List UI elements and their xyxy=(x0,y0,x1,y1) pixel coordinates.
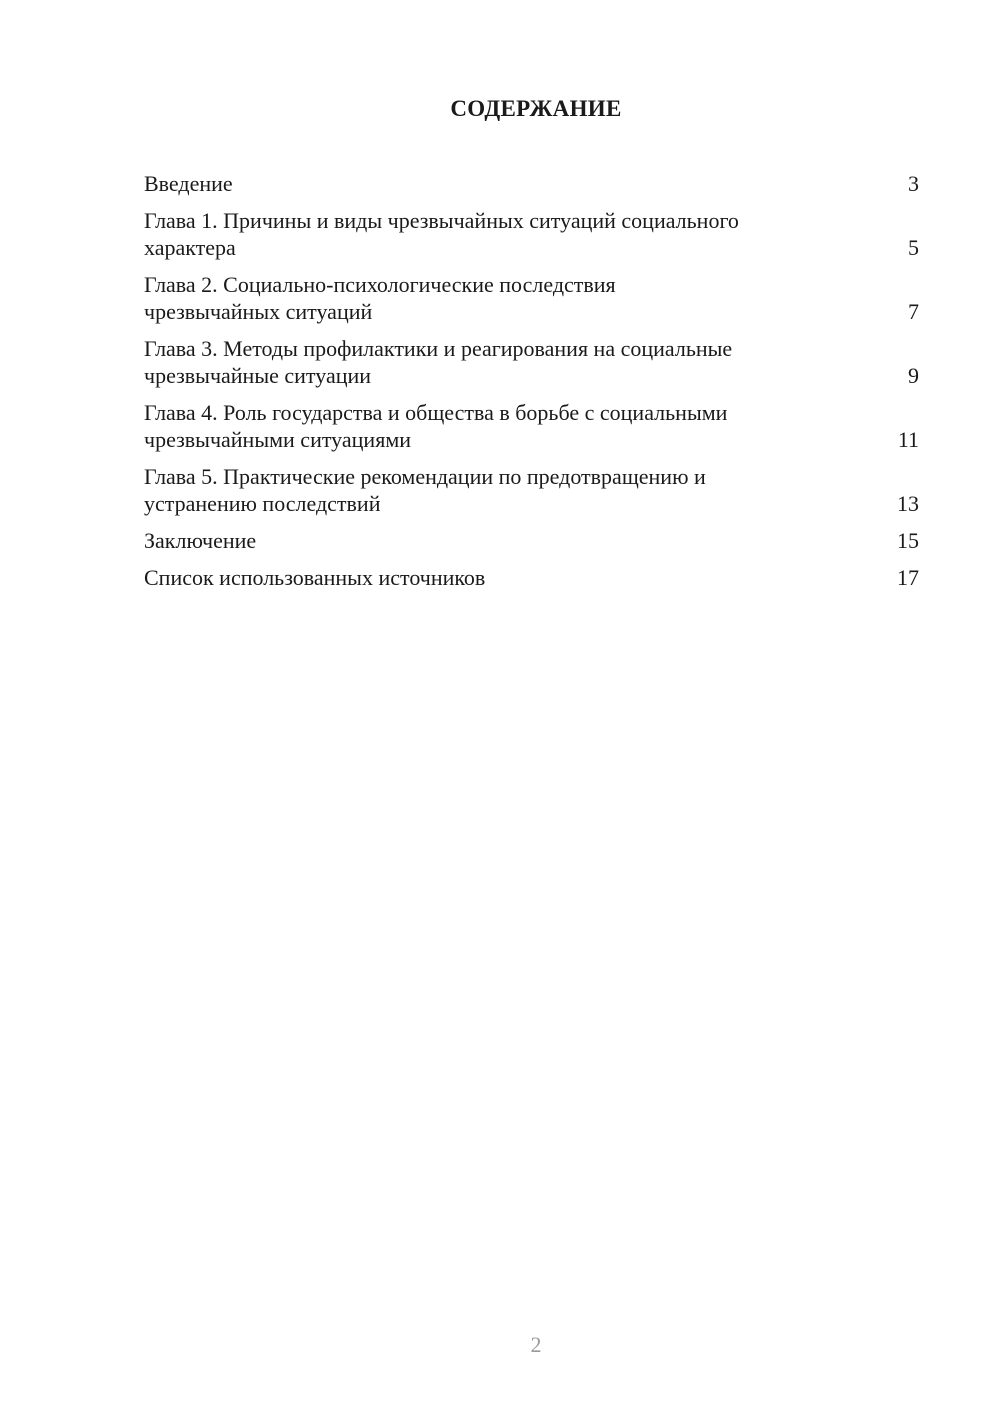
toc-entry-conclusion xyxy=(144,527,919,554)
toc-entry-references xyxy=(144,564,919,591)
toc-entry-label xyxy=(144,463,874,517)
toc-entry-label xyxy=(144,271,874,325)
toc-entry-label xyxy=(144,399,874,453)
toc-entry-line: Введение xyxy=(144,171,233,196)
toc-entry-label xyxy=(144,335,874,389)
toc-entry-page: 5 xyxy=(908,235,919,260)
toc-entry-page: 11 xyxy=(897,427,919,452)
toc-entry-page: 15 xyxy=(897,528,919,553)
toc-entry-page: 17 xyxy=(897,565,919,590)
toc-entry-label xyxy=(144,527,874,554)
toc-entry-page: 7 xyxy=(908,299,919,324)
toc-entry-line: Глава 5. Практические рекомендации по предотвращению и xyxy=(144,464,706,489)
toc-entry-chapter-2 xyxy=(144,271,919,325)
toc-entry-line: Заключение xyxy=(144,528,257,553)
toc-entry-label xyxy=(144,564,874,591)
toc-entry-line: устранению последствий xyxy=(144,491,381,516)
toc-entry-page: 3 xyxy=(908,171,919,196)
toc-entry-chapter-5 xyxy=(144,463,919,517)
toc-entry-line: Список использованных источников xyxy=(144,565,486,590)
toc-entry-line: характера xyxy=(144,235,236,260)
table-of-contents xyxy=(144,170,919,601)
toc-entry-page: 13 xyxy=(897,491,919,516)
toc-entry-line: чрезвычайными ситуациями xyxy=(144,427,412,452)
toc-entry-label xyxy=(144,170,874,197)
toc-entry-line: Глава 1. Причины и виды чрезвычайных ситуаций социального xyxy=(144,208,739,233)
toc-entry-line: Глава 3. Методы профилактики и реагирования на социальные xyxy=(144,336,733,361)
page-title: СОДЕРЖАНИЕ xyxy=(450,96,622,121)
toc-entry-chapter-3 xyxy=(144,335,919,389)
page-number: 2 xyxy=(530,1332,542,1357)
toc-entry-page: 9 xyxy=(908,363,919,388)
toc-entry-line: чрезвычайные ситуации xyxy=(144,363,372,388)
toc-entry-chapter-1 xyxy=(144,207,919,261)
toc-entry-label xyxy=(144,207,874,261)
toc-entry-line: Глава 2. Социально-психологические последствия xyxy=(144,272,616,297)
toc-entry-introduction xyxy=(144,170,919,197)
toc-entry-line: Глава 4. Роль государства и общества в борьбе с социальными xyxy=(144,400,728,425)
toc-entry-line: чрезвычайных ситуаций xyxy=(144,299,373,324)
toc-entry-chapter-4 xyxy=(144,399,919,453)
